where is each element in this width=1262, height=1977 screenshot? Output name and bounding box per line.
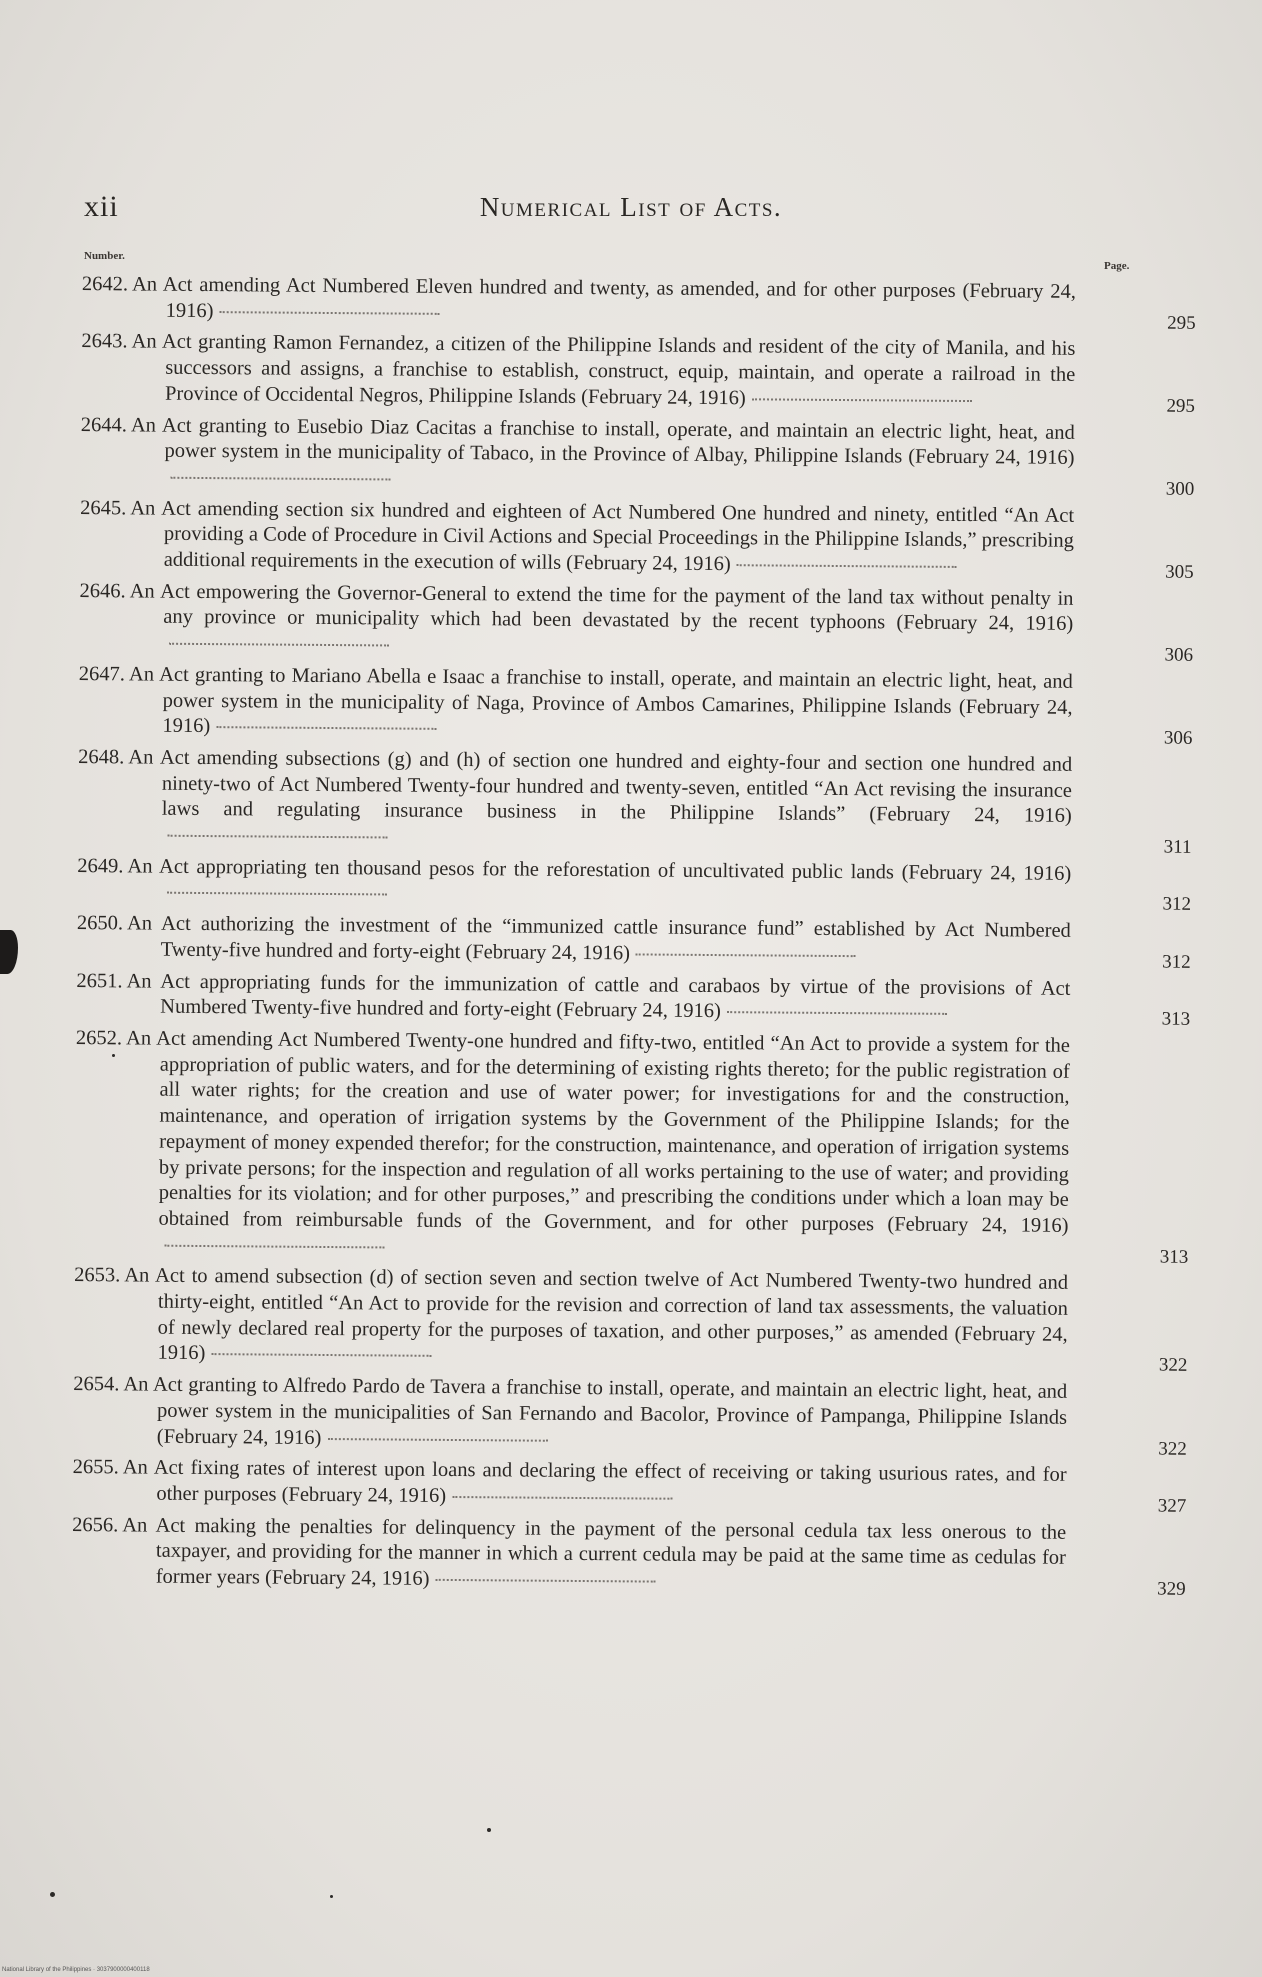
- dot-leader: [164, 1244, 384, 1248]
- dot-leader: [327, 1438, 547, 1442]
- act-entry: [71, 745, 1192, 857]
- act-page-number: 313: [1161, 1008, 1191, 1031]
- act-title: An Act appropriating ten thousand pesos for the reforestation of uncultivated public lands (February 24, 1916): [127, 855, 1072, 885]
- act-number: 2655.: [72, 1456, 119, 1479]
- footer-credit: National Library of the Philippines · 3037900000400118: [2, 1967, 150, 1973]
- act-page-number: 295: [1166, 395, 1196, 417]
- act-page-number: 327: [1157, 1495, 1187, 1517]
- act-entry: [75, 329, 1196, 415]
- dot-leader: [216, 726, 436, 730]
- act-number: 2644.: [80, 413, 128, 436]
- act-entry: [66, 1455, 1186, 1515]
- act-page-number: 295: [1167, 312, 1196, 334]
- act-number: 2651.: [76, 969, 123, 992]
- act-page-number: 300: [1165, 478, 1195, 500]
- act-title: An Act to amend subsection (d) of section seven and section twelve of Act Numbered Twenty-two hundred and thirty-eight, entitled “An Act to provide for the revision and correction of land tax assessments, the valuation of newly declared real property for the purposes of taxation, and other purposes,” as amended (February 24, 1916): [124, 1264, 1069, 1365]
- binding-shadow: [0, 930, 18, 974]
- act-title: An Act amending subsections (g) and (h) of section one hundred and eighty-four and section one hundred and ninety-two of Act Numbered Twenty-four hundred and twenty-seven, entitled “An Act revising the insurance laws and regulating insurance business in the Philippine Islands” (February 24, 1916): [128, 746, 1073, 828]
- act-entry: [71, 911, 1191, 971]
- act-title: An Act authorizing the investment of the “immunized cattle insurance fund” established by Act Numbered Twenty-five hundred and forty-eight (February 24, 1916): [126, 912, 1071, 965]
- act-number: 2649.: [77, 854, 124, 878]
- act-title: An Act granting to Mariano Abella e Isaac a franchise to install, operate, and maintain an electric light, heat, and power system in the municipality of Naga, Province of Ambos Camarines, Philippine Islands (February 24, 1916): [128, 663, 1073, 738]
- act-number: 2643.: [81, 330, 128, 353]
- dot-leader: [169, 643, 389, 647]
- act-number: 2652.: [75, 1027, 123, 1050]
- act-number: 2646.: [79, 579, 126, 603]
- act-title: An Act making the penalties for delinquency in the payment of the personal cedula tax less onerous to the taxpayer, and providing for the manner in which a current cedula may be paid at the same time as cedulas for former years (February 24, 1916): [122, 1514, 1067, 1590]
- act-number: 2645.: [80, 496, 127, 520]
- dot-leader: [636, 953, 856, 957]
- act-title: An Act granting to Alfredo Pardo de Tavera a franchise to install, operate, and maintain an electric light, heat, and power system in the municipalities of San Fernando and Bacolor, Province of Pampanga, Philippine Islands (February 24, 1916): [123, 1373, 1068, 1449]
- act-title: An Act granting to Eusebio Diaz Cacitas a franchise to install, operate, and maintain an electric light, heat, and power system in the municipality of Tabaco, in the Province of Albay, Philippine Islands (February 24, 1916): [130, 413, 1075, 470]
- act-entry: [74, 413, 1195, 499]
- act-entry: [70, 969, 1190, 1029]
- act-number: 2648.: [78, 745, 125, 769]
- act-number: 2654.: [73, 1373, 120, 1396]
- act-page-number: 306: [1163, 727, 1193, 750]
- act-entry: [73, 579, 1194, 665]
- act-page-number: 329: [1157, 1578, 1186, 1600]
- act-number: 2656.: [72, 1513, 119, 1537]
- act-page-number: 322: [1158, 1438, 1187, 1460]
- act-title: An Act amending Act Numbered Eleven hundred and twenty, as amended, and for other purposes (February 24, 1916): [131, 273, 1076, 322]
- acts-list: [66, 272, 1196, 1605]
- act-page-number: 313: [1159, 1246, 1189, 1268]
- act-page-number: 311: [1163, 836, 1192, 858]
- dot-leader: [167, 892, 387, 896]
- act-number: 2642.: [81, 273, 129, 296]
- dot-leader: [170, 477, 390, 481]
- dot-leader: [220, 311, 440, 315]
- page-folio: xii: [84, 190, 119, 223]
- act-title: An Act amending Act Numbered Twenty-one hundred and fifty-two, entitled “An Act to provide a system for the appropriation of public waters, and for the determining of existing rights thereto; for the public registration of all water rights; for the creation and use of water power; for investigations for and the construction, maintenance, and operation of irrigation systems by the Government of the Philippine Islands; for the repayment of money expended therefor; for the construction, maintenance, and operation of irrigation systems by private persons; for the inspection and regulation of all works pertaining to the use of water; and providing penalties for its violation; and for other purposes,” and prescribing the conditions under which a loan may be obtained from reimbursable funds of the Government, and for other purposes (February 24, 1916): [126, 1027, 1071, 1237]
- act-title: An Act granting Ramon Fernandez, a citizen of the Philippine Islands and resident of the city of Manila, and his successors and assigns, a franchise to establish, construct, equip, maintain, and operate a railroad in the Province of Occidental Negros, Philippine Islands (February 24, 1916): [131, 330, 1076, 410]
- column-header-number: Number.: [84, 250, 125, 262]
- running-title: Numerical List of Acts.: [479, 192, 783, 222]
- column-header-page: Page.: [1104, 260, 1130, 272]
- act-title: An Act appropriating funds for the immunization of cattle and carabaos by virtue of the provisions of Act Numbered Twenty-five hundred and forty-eight (February 24, 1916): [126, 969, 1071, 1023]
- act-title: An Act amending section six hundred and eighteen of Act Numbered One hundred and ninety, entitled “An Act providing a Code of Procedure in Civil Actions and Special Proceedings in the Philippine Islands,” prescribing additional requirements in the execution of wills (February 24, 1916): [130, 497, 1075, 576]
- act-entry: [71, 854, 1191, 914]
- dot-leader: [752, 398, 972, 402]
- dot-leader: [737, 564, 957, 568]
- act-page-number: 305: [1165, 561, 1194, 583]
- act-page-number: 322: [1158, 1354, 1188, 1377]
- dot-leader: [211, 1354, 431, 1358]
- act-entry: [67, 1263, 1188, 1375]
- dot-leader: [168, 835, 388, 839]
- act-title: An Act fixing rates of interest upon loans and declaring the effect of receiving or taking usurious rates, and for other purposes (February 24, 1916): [122, 1456, 1067, 1507]
- dot-leader: [436, 1579, 656, 1583]
- act-entry: [72, 662, 1193, 748]
- act-entry: [74, 496, 1195, 582]
- act-entry: [68, 1026, 1190, 1266]
- act-entry: [67, 1372, 1188, 1458]
- act-number: 2647.: [78, 662, 126, 686]
- act-page-number: 312: [1162, 894, 1192, 916]
- act-number: 2650.: [76, 912, 124, 935]
- act-title: An Act empowering the Governor-General to extend the time for the payment of the land tax without penalty in any province or municipality which had been devastated by the recent typhoons (February 24, 1916): [129, 580, 1074, 636]
- dot-leader: [452, 1496, 672, 1500]
- act-number: 2653.: [74, 1264, 121, 1287]
- dot-leader: [727, 1011, 947, 1015]
- act-entry: [66, 1513, 1187, 1599]
- act-page-number: 312: [1162, 951, 1191, 973]
- act-page-number: 306: [1164, 644, 1194, 666]
- act-entry: [76, 272, 1196, 332]
